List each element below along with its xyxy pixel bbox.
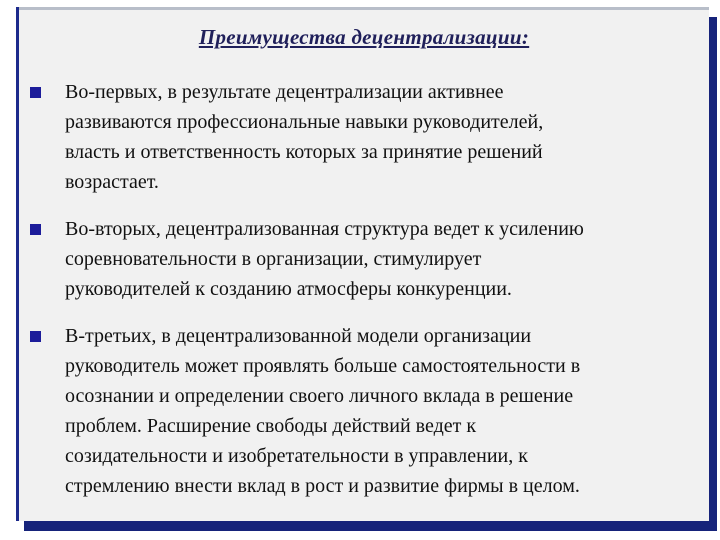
bullet-line: возрастает. xyxy=(65,171,159,193)
bullet-line: В-третьих, в децентрализованной модели организации xyxy=(65,325,532,347)
bullet-line: развиваются профессиональные навыки руководителей, xyxy=(65,111,544,133)
slide-title: Преимущества децентрализации: xyxy=(198,25,530,49)
square-bullet-icon xyxy=(30,224,41,235)
bullet-line: руководитель может проявлять больше самостоятельности в xyxy=(65,355,581,377)
bullet-line: Во-вторых, децентрализованная структура ведет к усилению xyxy=(65,218,584,240)
bullet-line: проблем. Расширение свободы действий ведет к xyxy=(65,415,477,437)
bullet-list xyxy=(29,77,699,501)
bullet-line: власть и ответственность которых за принятие решений xyxy=(65,141,543,163)
square-bullet-icon xyxy=(30,87,41,98)
bullet-line: руководителей к созданию атмосферы конкуренции. xyxy=(65,278,512,300)
frame-top-border xyxy=(19,7,709,10)
bullet-item-2 xyxy=(29,214,699,304)
bullet-item-1 xyxy=(29,77,699,197)
bullet-line: Во-первых, в результате децентрализации активнее xyxy=(65,81,504,103)
bullet-item-3 xyxy=(29,321,699,501)
slide-frame xyxy=(16,7,709,521)
bullet-line: созидательности и изобретательности в управлении, к xyxy=(65,445,528,467)
square-bullet-icon xyxy=(30,331,41,342)
bullet-line: осознании и определении своего личного вклада в решение xyxy=(65,385,574,407)
bullet-line: стремлению внести вклад в рост и развитие фирмы в целом. xyxy=(65,475,580,497)
bullet-line: соревновательности в организации, стимулирует xyxy=(65,248,482,270)
